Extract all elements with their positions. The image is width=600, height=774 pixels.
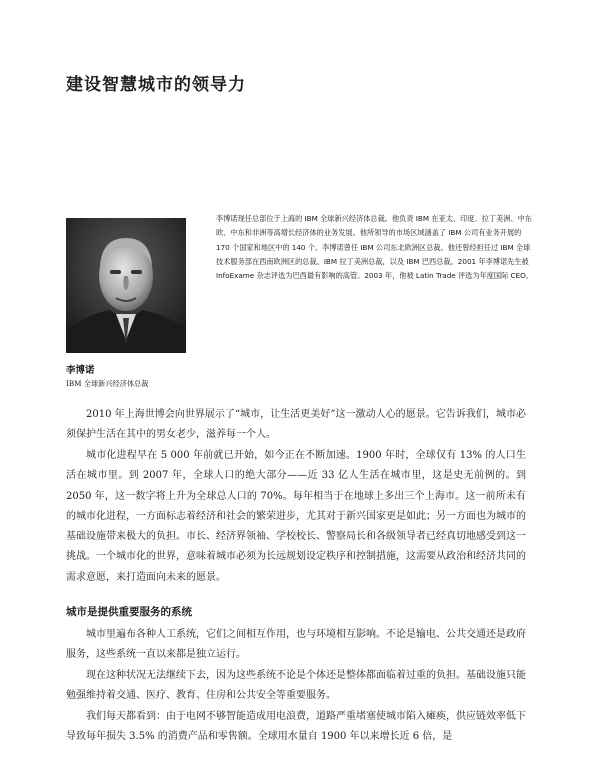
- author-role: IBM 全球新兴经济体总裁: [66, 379, 149, 388]
- paragraph-3: 城市里遍布各种人工系统，它们之间相互作用，也与环境相互影响。不论是输电、公共交通还是政府服务，这些系统一直以来都是独立运行。: [66, 629, 526, 661]
- paragraph-1: 2010 年上海世博会向世界展示了“城市，让生活更美好”这一激动人心的愿景。它告诉我们，城市必须保护生活在其中的男女老少，滋养每一个人。: [66, 409, 526, 441]
- author-name: 李博诺: [66, 365, 95, 376]
- paragraph-2: 城市化进程早在 5 000 年前就已开始，如今正在不断加速。1900 年时，全球仅有 13% 的人口生活在城市里。到 2007 年，全球人口的绝大部分——近 33 亿人生活在城市里，这是史无前例的。到 2050 年，这一数字将上升为全球总人口的 70%。每年相当于在地球上多出三个上海市。这一前所未有的城市化进程，一方面标志着经济和社会的繁荣进步，尤其对于新兴国家更是如此；另一方面也为城市的基础设施带来极大的负担。市长、经济界领袖、学校校长、警察局长和各级领导者已经真切地感受到这一挑战。一个城市化的世界，意味着城市必须为长远规划设定秩序和控制措施，这需要从政治和经济共同的需求意愿，来打造面向未来的愿景。: [66, 450, 526, 583]
- paragraph-4: 现在这种状况无法继续下去，因为这些系统不论是个体还是整体都面临着过重的负担。基础设施只能勉强维持着交通、医疗、教育、住房和公共安全等重要服务。: [66, 670, 526, 702]
- portrait-photo-icon: [66, 218, 186, 353]
- section-heading: 城市是提供重要服务的系统: [66, 606, 192, 618]
- paragraph-5: 我们每天都看到：由于电网不够智能造成用电浪费，道路严重堵塞使城市陷入瘫痪，供应链效率低下导致每年损失 3.5% 的消费产品和零售额。全球用水量自 1900 年以来增长近 6 倍，是: [66, 711, 526, 743]
- author-bio: 李博诺现任总部位于上海的 IBM 全球新兴经济体总裁。他负责 IBM 在亚太、印度、拉丁美洲、中东欧、中东和非洲等高增长经济体的业务发展。他所领导的市场区域涵盖了 IBM 公司有业务开展的 170 个国家和地区中的 140 个。李博诺曾任 IBM 公司东北欧洲区总裁。他还曾经担任过 IBM 全球技术服务部在西南欧洲区的总裁、IBM 拉丁美洲总裁，以及 IBM 巴西总裁。2001 年李博诺先生被 InfoExame 杂志评选为巴西最有影响的高管。2003 年，他被 Latin Trade 评选为年度国际 CEO。: [216, 214, 533, 281]
- author-portrait-photo: [66, 218, 186, 353]
- page-title: 建设智慧城市的领导力: [66, 75, 246, 95]
